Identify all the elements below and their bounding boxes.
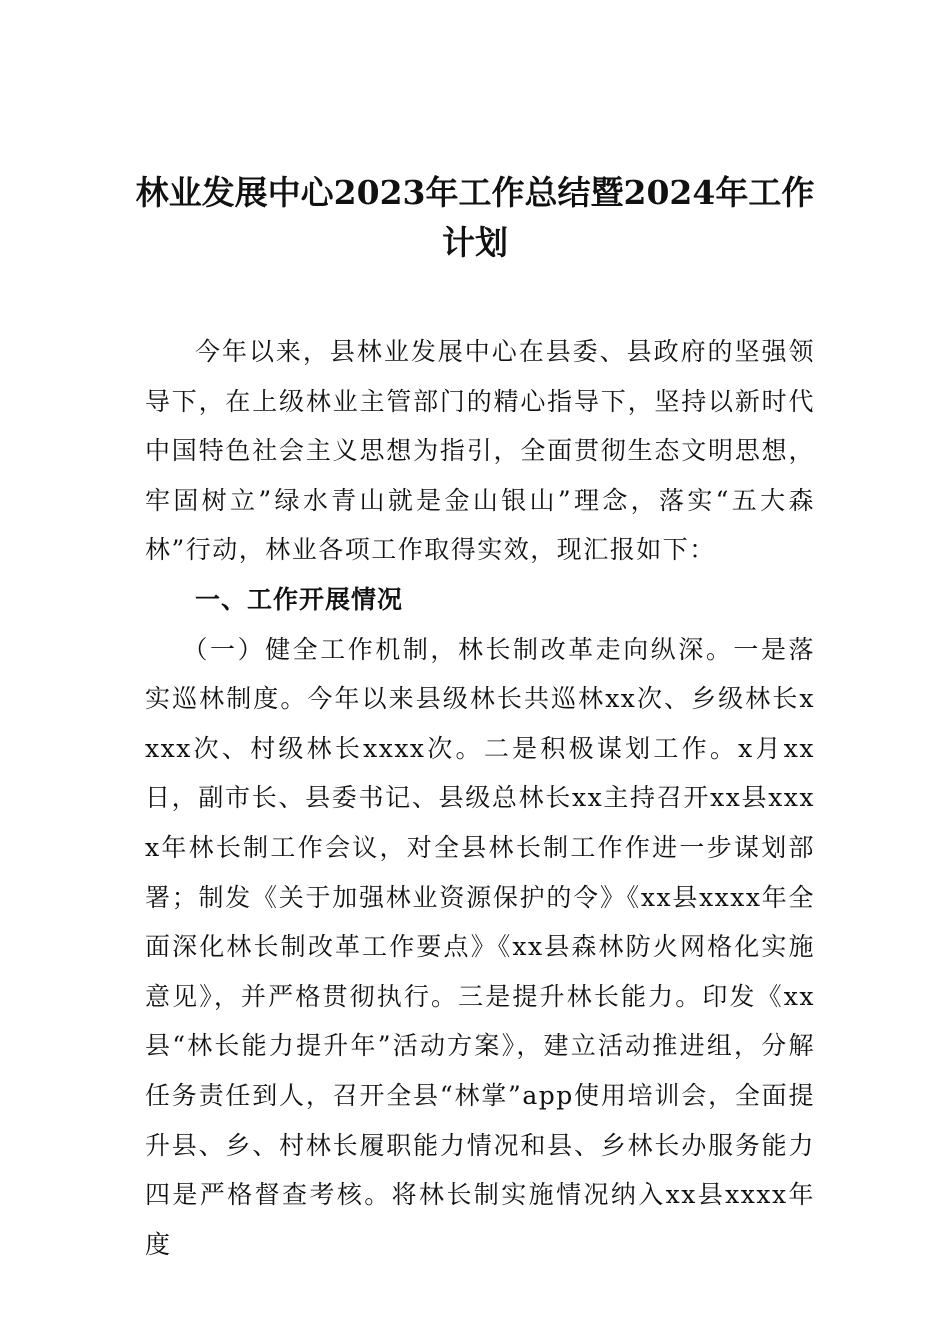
intro-paragraph: 今年以来，县林业发展中心在县委、县政府的坚强领导下，在上级林业主管部门的精心指导下，坚持以新时代中国特色社会主义思想为指引，全面贯彻生态文明思想，牢固树立”绿水青山就是金山银山”理念，落实“五大森林”行动，林业各项工作取得实效，现汇报如下： xyxy=(145,337,815,565)
section-paragraph: （一）健全工作机制，林长制改革走向纵深。一是落实巡林制度。今年以来县级林长共巡林xx次、乡级林长xxxx次、村级林长xxxx次。二是积极谋划工作。x月xx日，副市长、县委书记、县级总林长xx主持召开xx县xxxx年林长制工作会议，对全县林长制工作作进一步谋划部署；制发《关于加强林业资源保护的令》《xx县xxxx年全面深化林长制改革工作要点》《xx县森林防火网格化实施意见》，并严格贯彻执行。三是提升林长能力。印发《xx县“林长能力提升年”活动方案》，建立活动推进组，分解任务责任到人，召开全县“林掌”app使用培训会，全面提升县、乡、村林长履职能力情况和县、乡林长办服务能力四是严格督查考核。将林长制实施情况纳入xx县xxxx年度 xyxy=(145,634,815,1259)
document-body xyxy=(145,327,815,1269)
document-title: 林业发展中心2023年工作总结暨2024年工作计划 xyxy=(135,173,815,262)
section-heading: 一、工作开展情况 xyxy=(195,584,404,614)
